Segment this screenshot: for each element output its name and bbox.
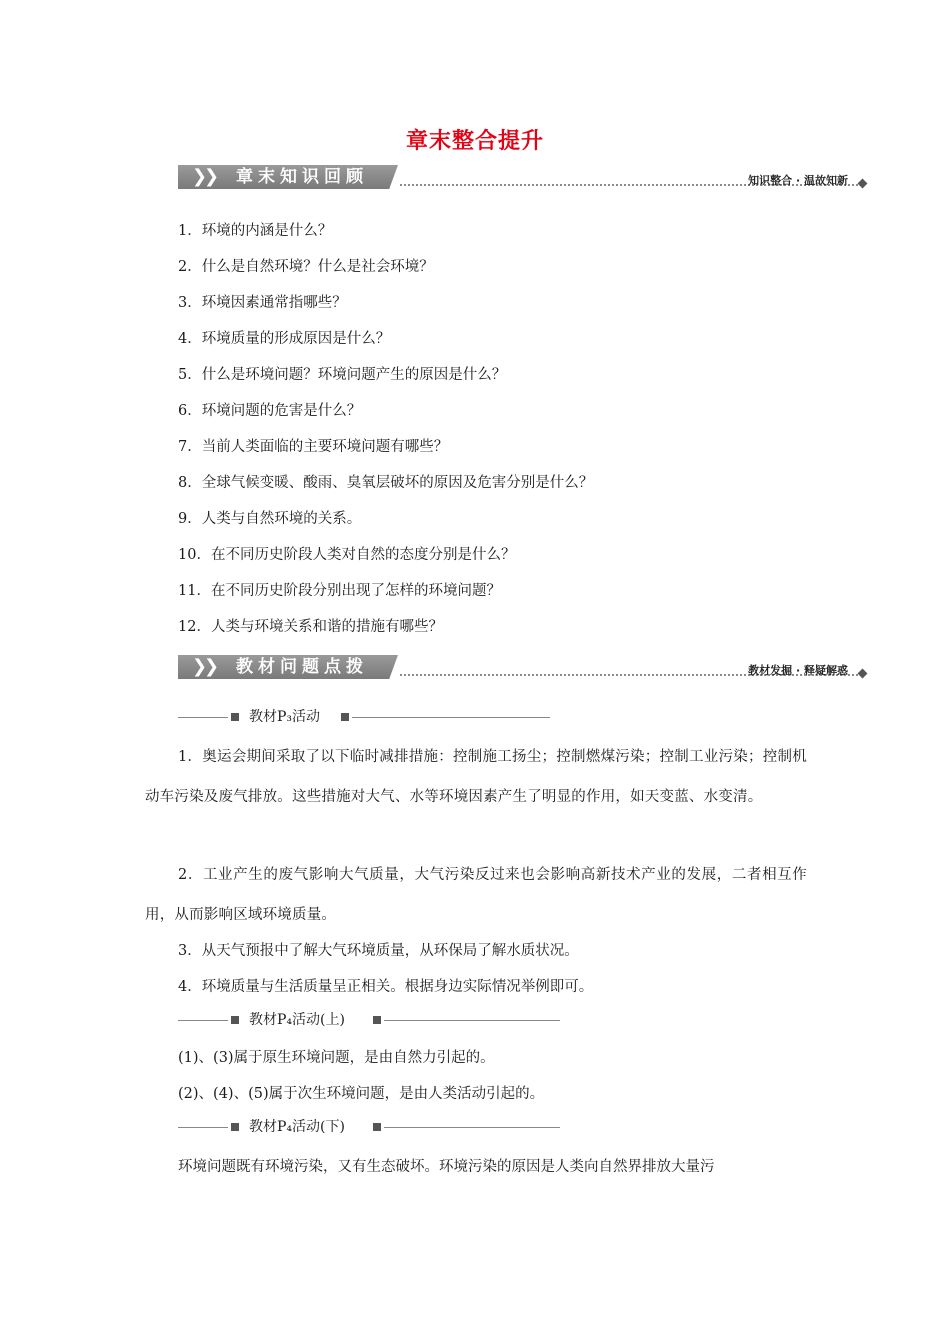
subheading-rule	[178, 1020, 228, 1021]
subheading-rule	[384, 1127, 560, 1128]
subheading-rule	[384, 1020, 560, 1021]
review-question: 3．环境因素通常指哪些？	[178, 295, 347, 311]
banner-heading: 章末知识回顾	[236, 167, 368, 187]
review-question: 9．人类与自然环境的关系。	[178, 511, 362, 527]
diamond-icon	[858, 179, 868, 189]
answer-line: 4．环境质量与生活质量呈正相关。根据身边实际情况举例即可。	[178, 979, 594, 995]
activity-subheading	[178, 1010, 560, 1030]
square-icon	[373, 1016, 381, 1024]
review-question: 5．什么是环境问题？环境问题产生的原因是什么？	[178, 367, 507, 383]
square-icon	[231, 713, 239, 721]
square-icon	[341, 713, 349, 721]
review-question: 4．环境质量的形成原因是什么？	[178, 331, 391, 347]
answer-line: 3．从天气预报中了解大气环境质量，从环保局了解水质状况。	[178, 943, 579, 959]
chevron-right-icon: ❯	[204, 656, 220, 677]
review-question: 10．在不同历史阶段人类对自然的态度分别是什么？	[178, 547, 516, 563]
diamond-icon	[858, 669, 868, 679]
page-title: 章末整合提升	[405, 129, 544, 154]
answer-line: 环境问题既有环境污染，又有生态破坏。环境污染的原因是人类向自然界排放大量污	[178, 1159, 715, 1175]
banner-heading: 教材问题点拨	[236, 657, 368, 677]
banner-tag: 知识整合 · 温故知新	[748, 174, 848, 187]
section-banner-review	[178, 165, 866, 191]
banner-tag: 教材发掘 · 释疑解惑	[748, 664, 848, 677]
square-icon	[373, 1123, 381, 1131]
answer-paragraph: 2．工业产生的废气影响大气质量，大气污染反过来也会影响高新技术产业的发展，二者相互作用，从而影响区域环境质量。	[145, 867, 807, 923]
chevron-right-icon: ❯	[204, 166, 220, 187]
subheading-label: 教材P₃活动	[249, 709, 321, 725]
chevron-right-icon: ❯	[192, 656, 208, 677]
review-question: 6．环境问题的危害是什么？	[178, 403, 362, 419]
subheading-label: 教材P₄活动(上)	[249, 1012, 345, 1028]
subheading-rule	[178, 717, 228, 718]
review-question: 1．环境的内涵是什么？	[178, 223, 333, 239]
answer-line: (1)、(3)属于原生环境问题，是由自然力引起的。	[178, 1050, 495, 1066]
activity-subheading	[178, 707, 550, 727]
review-question: 11．在不同历史阶段分别出现了怎样的环境问题？	[178, 583, 501, 599]
subheading-rule	[178, 1127, 228, 1128]
review-question: 12．人类与环境关系和谐的措施有哪些？	[178, 619, 443, 635]
section-banner-textbook	[178, 655, 866, 681]
review-question: 8．全球气候变暖、酸雨、臭氧层破坏的原因及危害分别是什么？	[178, 475, 594, 491]
subheading-rule	[352, 717, 550, 718]
activity-subheading	[178, 1117, 560, 1137]
review-question: 7．当前人类面临的主要环境问题有哪些？	[178, 439, 449, 455]
answer-paragraph: 1．奥运会期间采取了以下临时减排措施：控制施工扬尘；控制燃煤污染；控制工业污染；控制机动车污染及废气排放。这些措施对大气、水等环境因素产生了明显的作用，如天变蓝、水变清。	[145, 749, 807, 805]
review-question: 2．什么是自然环境？什么是社会环境？	[178, 259, 434, 275]
answer-line: (2)、(4)、(5)属于次生环境问题，是由人类活动引起的。	[178, 1086, 545, 1102]
chevron-right-icon: ❯	[192, 166, 208, 187]
square-icon	[231, 1123, 239, 1131]
square-icon	[231, 1016, 239, 1024]
subheading-label: 教材P₄活动(下)	[249, 1119, 345, 1135]
